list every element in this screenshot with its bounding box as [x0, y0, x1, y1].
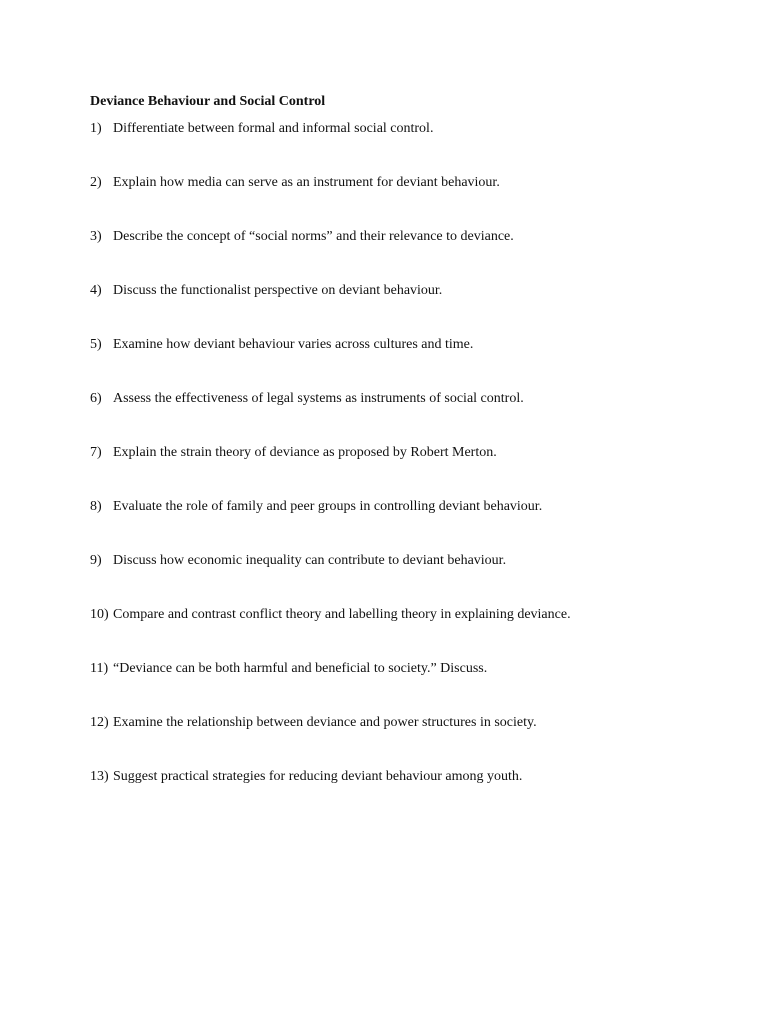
question-text: Suggest practical strategies for reducing deviant behaviour among youth. [113, 769, 523, 784]
question-number: 13) [90, 769, 109, 784]
list-item [90, 606, 730, 660]
question-text: Differentiate between formal and informal social control. [113, 121, 434, 136]
question-number: 9) [90, 553, 102, 568]
question-text: Discuss how economic inequality can contribute to deviant behaviour. [113, 553, 507, 568]
list-item [90, 552, 730, 606]
question-text: Compare and contrast conflict theory and labelling theory in explaining deviance. [113, 607, 571, 622]
question-text: Examine the relationship between deviance and power structures in society. [113, 715, 537, 730]
question-number: 7) [90, 445, 102, 460]
question-number: 3) [90, 229, 102, 244]
question-text: “Deviance can be both harmful and beneficial to society.” Discuss. [113, 661, 488, 676]
question-number: 2) [90, 175, 102, 190]
question-text: Explain how media can serve as an instrument for deviant behaviour. [113, 175, 500, 190]
question-text: Assess the effectiveness of legal systems as instruments of social control. [113, 391, 524, 406]
list-item [90, 660, 730, 714]
question-text: Examine how deviant behaviour varies across cultures and time. [113, 337, 474, 352]
question-number: 10) [90, 607, 109, 622]
question-number: 1) [90, 121, 102, 136]
page-title: Deviance Behaviour and Social Control [90, 94, 326, 109]
question-number: 8) [90, 499, 102, 514]
list-item [90, 444, 730, 498]
list-item [90, 228, 730, 282]
list-item [90, 714, 730, 768]
question-text: Evaluate the role of family and peer groups in controlling deviant behaviour. [113, 499, 543, 514]
list-item [90, 120, 730, 174]
list-item [90, 282, 730, 336]
list-item [90, 768, 730, 822]
list-item [90, 390, 730, 444]
question-text: Describe the concept of “social norms” and their relevance to deviance. [113, 229, 514, 244]
question-number: 4) [90, 283, 102, 298]
question-number: 5) [90, 337, 102, 352]
question-text: Explain the strain theory of deviance as proposed by Robert Merton. [113, 445, 497, 460]
question-number: 11) [90, 661, 109, 676]
question-number: 12) [90, 715, 109, 730]
question-text: Discuss the functionalist perspective on deviant behaviour. [113, 283, 443, 298]
list-item [90, 174, 730, 228]
question-number: 6) [90, 391, 102, 406]
question-list [90, 120, 730, 822]
list-item [90, 498, 730, 552]
list-item [90, 336, 730, 390]
